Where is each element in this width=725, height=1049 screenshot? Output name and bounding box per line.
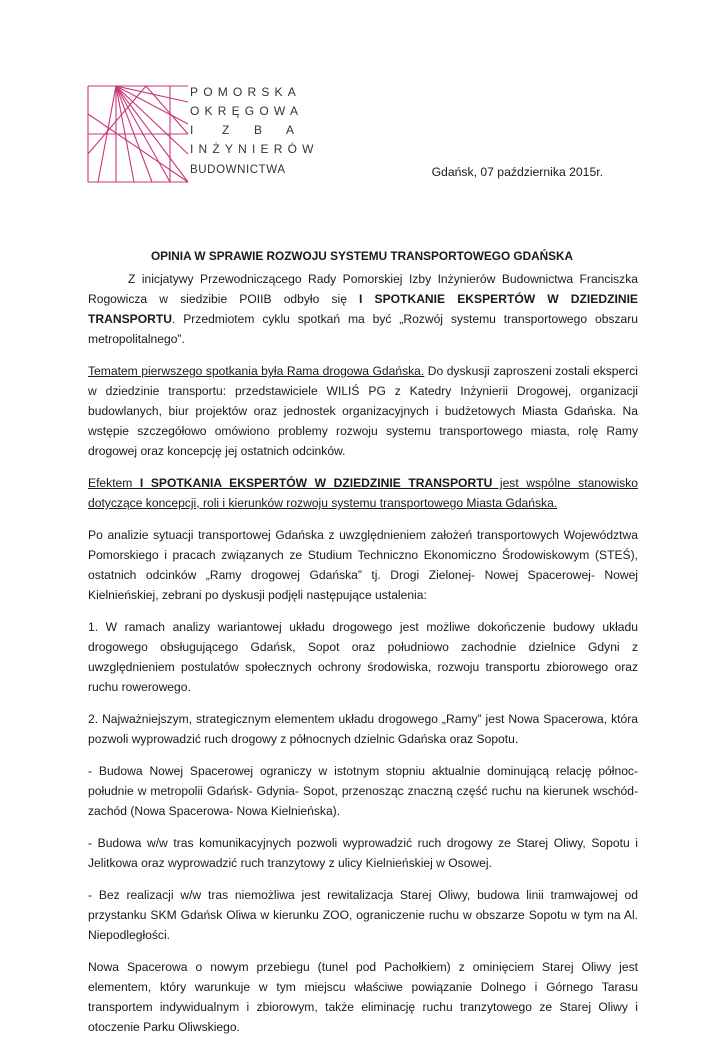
paragraph-7: - Budowa Nowej Spacerowej ograniczy w istotnym stopniu aktualnie dominującą relację północ-południe w metropolii Gdańsk- Gdynia- Sopot, przenosząc znaczną część ruchu na kierunek wschód-zachód (Nowa Spacerowa- Nowa Kielnieńska). — [88, 764, 638, 818]
paragraph-1: Z inicjatywy Przewodniczącego Rady Pomorskiej Izby Inżynierów Budownictwa Franciszka Rogowicza w siedzibie POIIB odbyło się I SPOTKANIE EKSPERTÓW W DZIEDZINIE TRANSPORTU. Przedmiotem cyklu spotkań ma być „Rozwój systemu transportowego obszaru metropolitalnego”. — [88, 272, 638, 346]
org-line-2: OKRĘGOWA — [190, 104, 304, 118]
paragraph-3: Efektem I SPOTKANIA EKSPERTÓW W DZIEDZINIE TRANSPORTU jest wspólne stanowisko dotyczące koncepcji, roli i kierunków rozwoju systemu transportowego Miasta Gdańska. — [88, 476, 638, 510]
organization-name — [190, 83, 319, 180]
poiib-logo-icon — [86, 84, 190, 184]
org-line-1: POMORSKA — [190, 85, 301, 99]
document-date: Gdańsk, 07 października 2015r. — [431, 165, 603, 179]
paragraph-5: 1. W ramach analizy wariantowej układu drogowego jest możliwe dokończenie budowy układu drogowego obsługującego Gdańsk, Sopot oraz południowo zachodnie dzielnice Gdyni z uwzględnieniem postulatów społecznych ochrony środowiska, rozwoju transportu zbiorowego oraz ruchu rowerowego. — [88, 620, 638, 694]
paragraph-4: Po analizie sytuacji transportowej Gdańska z uwzględnieniem założeń transportowych Województwa Pomorskiego i pracach związanych ze Studium Techniczno Ekonomiczno Środowiskowym (STEŚ), ostatnich odcinków „Ramy drogowej Gdańska” tj. Drogi Zielonej- Nowej Spacerowej- Nowej Kielnieńskiej, zebrani po dyskusji podjęli następujące ustalenia: — [88, 528, 638, 602]
org-line-3: I Z B A — [190, 123, 295, 137]
paragraph-9: - Bez realizacji w/w tras niemożliwa jest rewitalizacja Starej Oliwy, budowa linii tramwajowej od przystanku SKM Gdańsk Oliwa w kierunku ZOO, ograniczenie ruchu w obszarze Sopotu w tym na Al. Niepodległości. — [88, 888, 638, 942]
paragraph-8: - Budowa w/w tras komunikacyjnych pozwoli wyprowadzić ruch drogowy ze Starej Oliwy, Sopotu i Jelitkowa oraz wyprowadzić ruch tranzytowy z ulicy Kielnieńskiej w Osowej. — [88, 836, 638, 870]
paragraph-2: Tematem pierwszego spotkania była Rama drogowa Gdańska. Do dyskusji zaproszeni zostali eksperci w dziedzinie transportu: przedstawiciele WILIŚ PG z Katedry Inżynierii Drogowej, organizacji budowlanych, biur projektów oraz jednostek organizacyjnych i budżetowych Miasta Gdańska. Na wstępie szczegółowo omówiono problemy rozwoju systemu transportowego miasta, rolę Ramy drogowej oraz koncepcję jej ostatnich odcinków. — [88, 364, 638, 458]
paragraph-10: Nowa Spacerowa o nowym przebiegu (tunel pod Pachołkiem) z ominięciem Starej Oliwy jest elementem, który warunkuje w tym miejscu właściwe powiązanie Dolnego i Górnego Tarasu transportem indywidualnym i zbiorowym, także eliminację ruchu tranzytowego ze Starej Oliwy i otoczenie Parku Oliwskiego. — [88, 960, 638, 1034]
org-line-5: BUDOWNICTWA — [190, 164, 286, 176]
org-line-4: INŻYNIERÓW — [190, 142, 319, 156]
paragraph-6: 2. Najważniejszym, strategicznym elementem układu drogowego „Ramy” jest Nowa Spacerowa, która pozwoli wyprowadzić ruch drogowy z północnych dzielnic Gdańska oraz Sopotu. — [88, 712, 638, 746]
document-title: OPINIA W SPRAWIE ROZWOJU SYSTEMU TRANSPORTOWEGO GDAŃSKA — [150, 249, 574, 263]
document-body — [88, 269, 638, 1049]
